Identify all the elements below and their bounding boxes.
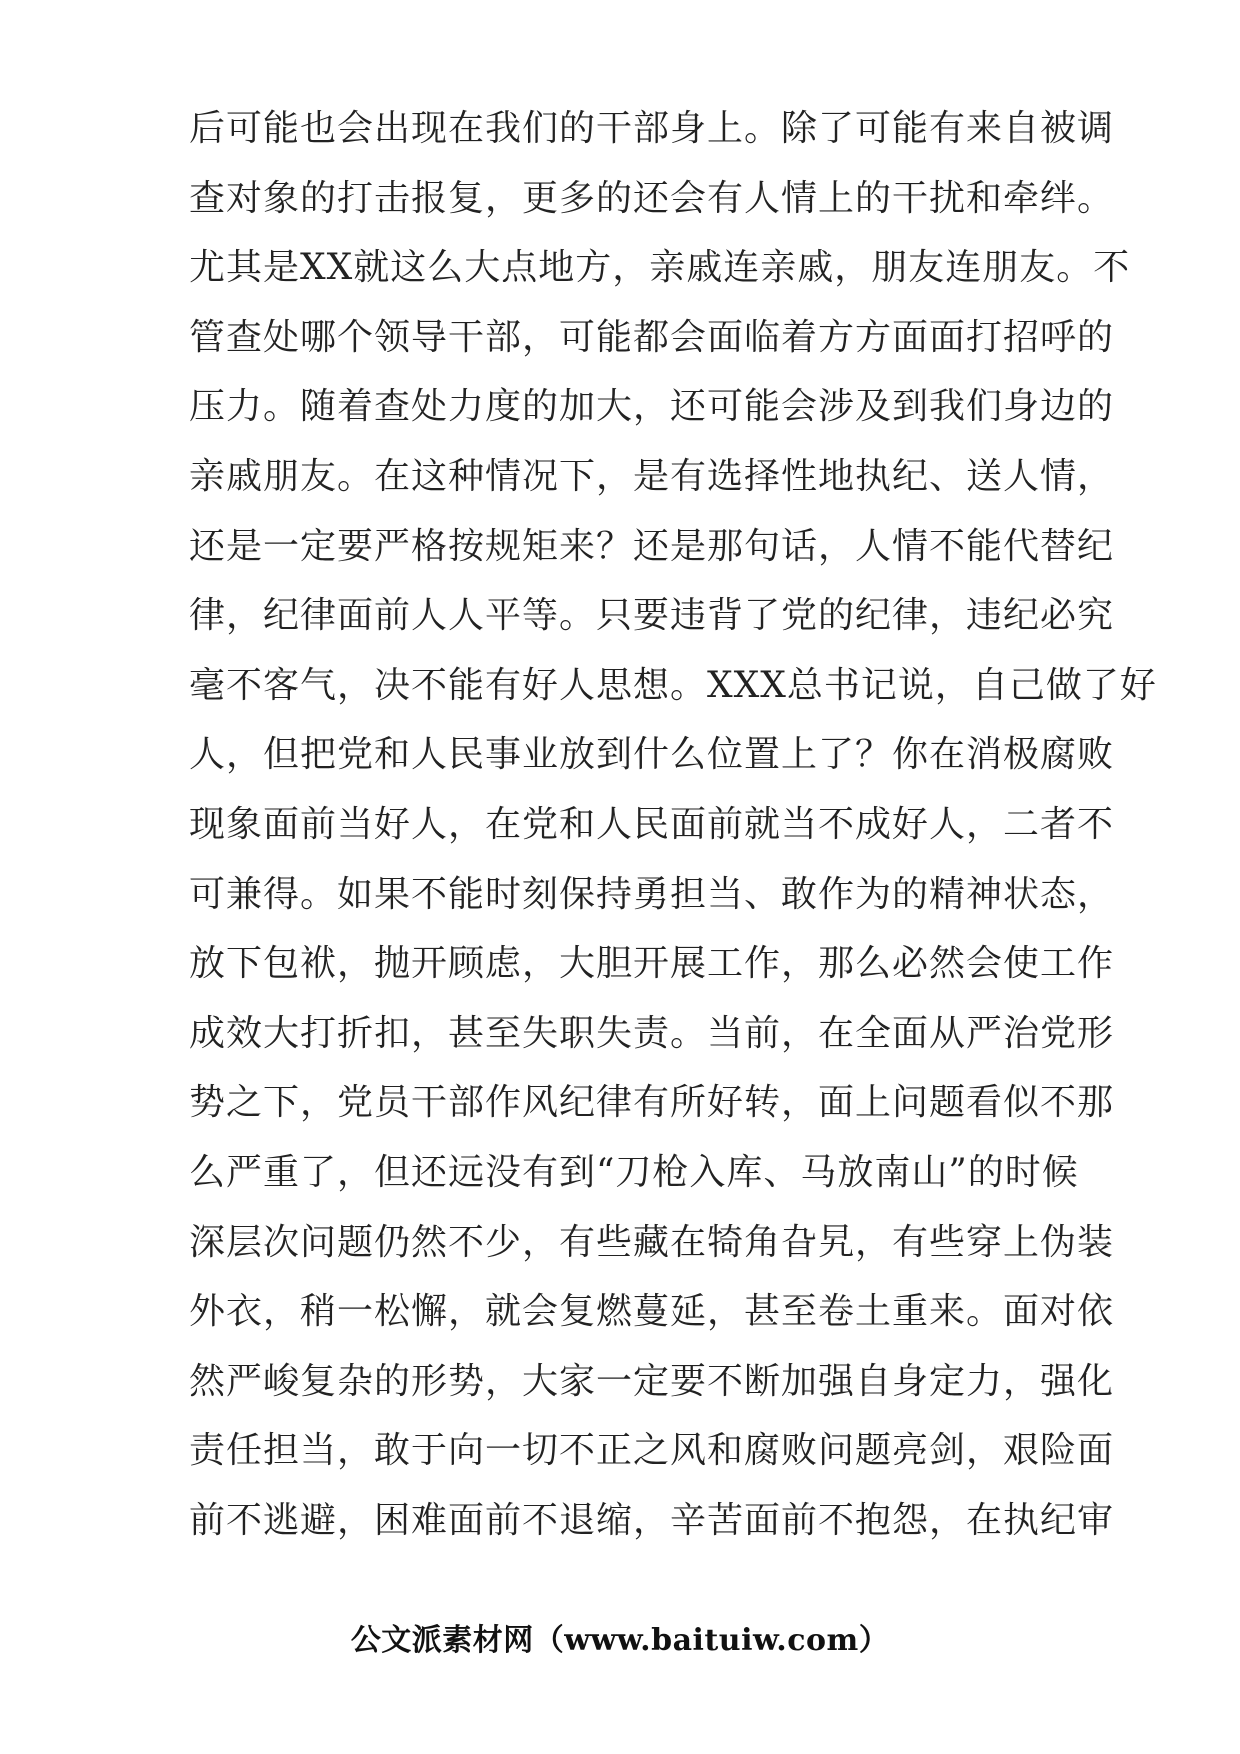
body-text (189, 94, 1157, 1555)
text-line: 么严重了，但还远没有到“刀枪入库、马放南山”的时候 (189, 1151, 1079, 1193)
text-line: 毫不客气，决不能有好人思想。XXX总书记说，自己做了好 (189, 664, 1157, 706)
text-line: 尤其是XX就这么大点地方，亲戚连亲戚，朋友连朋友。不 (189, 247, 1131, 289)
text-line: 压力。随着查处力度的加大，还可能会涉及到我们身边的 (189, 386, 1115, 428)
text-line: 深层次问题仍然不少，有些藏在犄角旮旯，有些穿上伪装 (189, 1221, 1115, 1263)
text-line: 然严峻复杂的形势，大家一定要不断加强自身定力，强化 (189, 1360, 1115, 1402)
page-footer: 公文派素材网（www.baituiw.com） (350, 1623, 890, 1658)
text-line: 现象面前当好人，在党和人民面前就当不成好人，二者不 (189, 803, 1115, 845)
text-line: 前不逃避，困难面前不退缩，辛苦面前不抱怨，在执纪审 (189, 1499, 1115, 1541)
text-line: 责任担当，敢于向一切不正之风和腐败问题亮剑，艰险面 (189, 1430, 1115, 1472)
text-line: 后可能也会出现在我们的干部身上。除了可能有来自被调 (189, 108, 1115, 149)
text-line: 查对象的打击报复，更多的还会有人情上的干扰和牵绊。 (189, 177, 1115, 219)
text-line: 人，但把党和人民事业放到什么位置上了？你在消极腐败 (189, 734, 1115, 776)
text-line: 放下包袱，抛开顾虑，大胆开展工作，那么必然会使工作 (189, 943, 1115, 985)
text-line: 成效大打折扣，甚至失职失责。当前，在全面从严治党形 (189, 1012, 1115, 1054)
text-line: 势之下，党员干部作风纪律有所好转，面上问题看似不那 (189, 1082, 1115, 1124)
text-line: 还是一定要严格按规矩来？还是那句话，人情不能代替纪 (189, 525, 1115, 567)
text-line: 亲戚朋友。在这种情况下，是有选择性地执纪、送人情， (189, 455, 1115, 497)
text-line: 管查处哪个领导干部，可能都会面临着方方面面打招呼的 (189, 316, 1115, 358)
text-line: 可兼得。如果不能时刻保持勇担当、敢作为的精神状态， (189, 873, 1115, 915)
text-line: 律，纪律面前人人平等。只要违背了党的纪律，违纪必究 (189, 595, 1115, 637)
text-line: 外衣，稍一松懈，就会复燃蔓延，甚至卷土重来。面对依 (189, 1291, 1115, 1333)
